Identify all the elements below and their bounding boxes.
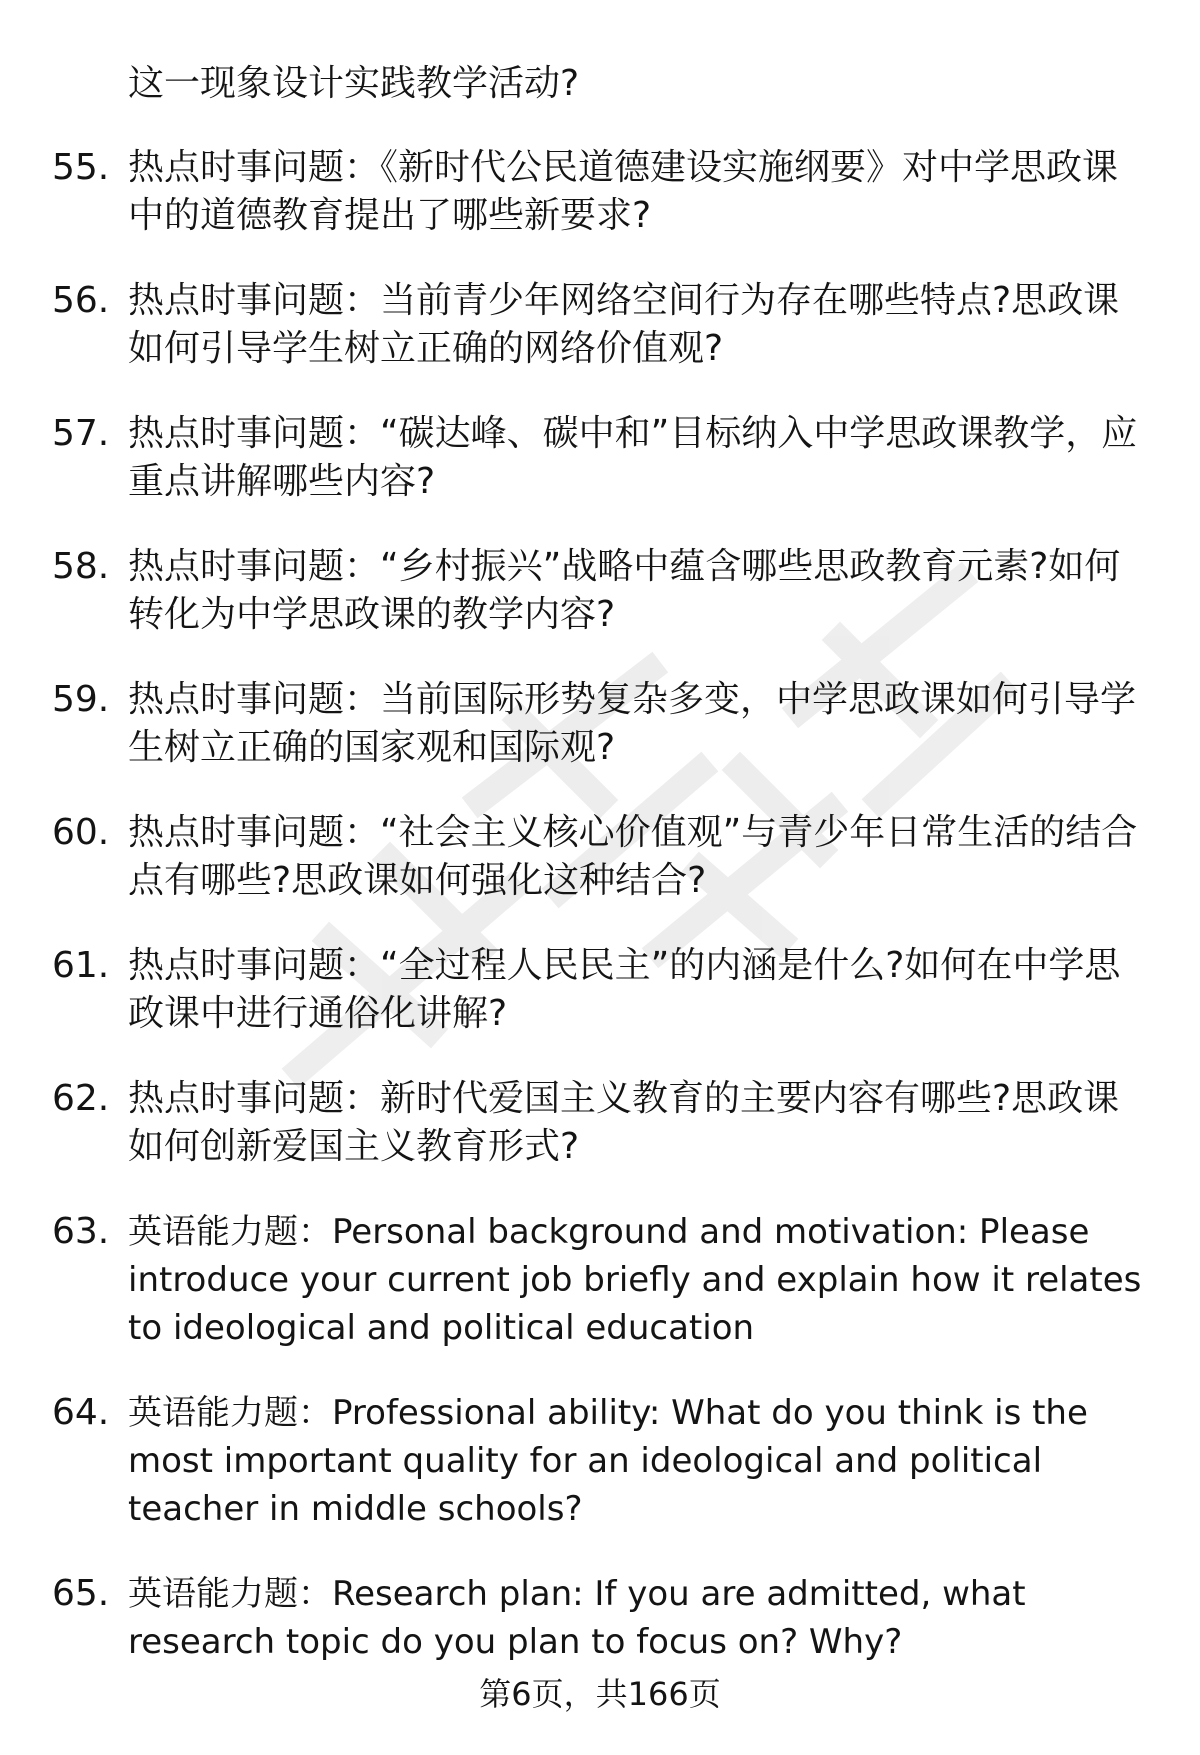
question-text: 英语能力题：Professional ability: What do you think is the most important quality for an ideological and political teacher in middle schools?	[128, 1393, 1088, 1529]
question-item	[0, 144, 1200, 240]
question-number: 60.	[52, 812, 110, 853]
question-number: 56.	[52, 280, 110, 321]
question-number: 65.	[52, 1573, 110, 1614]
question-item	[0, 1570, 1200, 1666]
question-item	[0, 1075, 1200, 1171]
question-list	[0, 144, 1200, 1703]
question-text: 热点时事问题：“碳达峰、碳中和”目标纳入中学思政课教学，应重点讲解哪些内容?	[128, 413, 1138, 502]
question-number: 63.	[52, 1211, 110, 1252]
question-item	[0, 277, 1200, 373]
question-text: 热点时事问题：当前国际形势复杂多变，中学思政课如何引导学生树立正确的国家观和国际观?	[128, 679, 1137, 768]
question-item	[0, 676, 1200, 772]
question-text: 英语能力题：Research plan: If you are admitted, what research topic do you plan to focus on? Why?	[128, 1574, 1026, 1662]
question-text: 热点时事问题：“全过程人民民主”的内涵是什么?如何在中学思政课中进行通俗化讲解?	[128, 945, 1121, 1034]
question-item	[0, 410, 1200, 506]
question-number: 64.	[52, 1392, 110, 1433]
question-text: 热点时事问题：“社会主义核心价值观”与青少年日常生活的结合点有哪些?思政课如何强化这种结合?	[128, 812, 1138, 901]
question-text: 热点时事问题：新时代爱国主义教育的主要内容有哪些?思政课如何创新爱国主义教育形式?	[128, 1078, 1120, 1167]
question-number: 55.	[52, 147, 110, 188]
question-item	[0, 543, 1200, 639]
question-text: 热点时事问题：《新时代公民道德建设实施纲要》对中学思政课中的道德教育提出了哪些新要求?	[128, 147, 1119, 236]
question-number: 57.	[52, 413, 110, 454]
question-number: 61.	[52, 945, 110, 986]
continuation-line: 这一现象设计实践教学活动?	[128, 63, 580, 104]
question-number: 58.	[52, 546, 110, 587]
question-text: 英语能力题：Personal background and motivation: Please introduce your current job briefly and explain how it relates to ideological and political education	[128, 1212, 1142, 1348]
page-footer: 第6页，共166页	[479, 1675, 721, 1713]
question-text: 热点时事问题：当前青少年网络空间行为存在哪些特点?思政课如何引导学生树立正确的网络价值观?	[128, 280, 1120, 369]
question-number: 62.	[52, 1078, 110, 1119]
question-text: 热点时事问题：“乡村振兴”战略中蕴含哪些思政教育元素?如何转化为中学思政课的教学内容?	[128, 546, 1121, 635]
question-item	[0, 942, 1200, 1038]
question-item	[0, 1208, 1200, 1352]
question-item	[0, 809, 1200, 905]
question-number: 59.	[52, 679, 110, 720]
question-item	[0, 1389, 1200, 1533]
